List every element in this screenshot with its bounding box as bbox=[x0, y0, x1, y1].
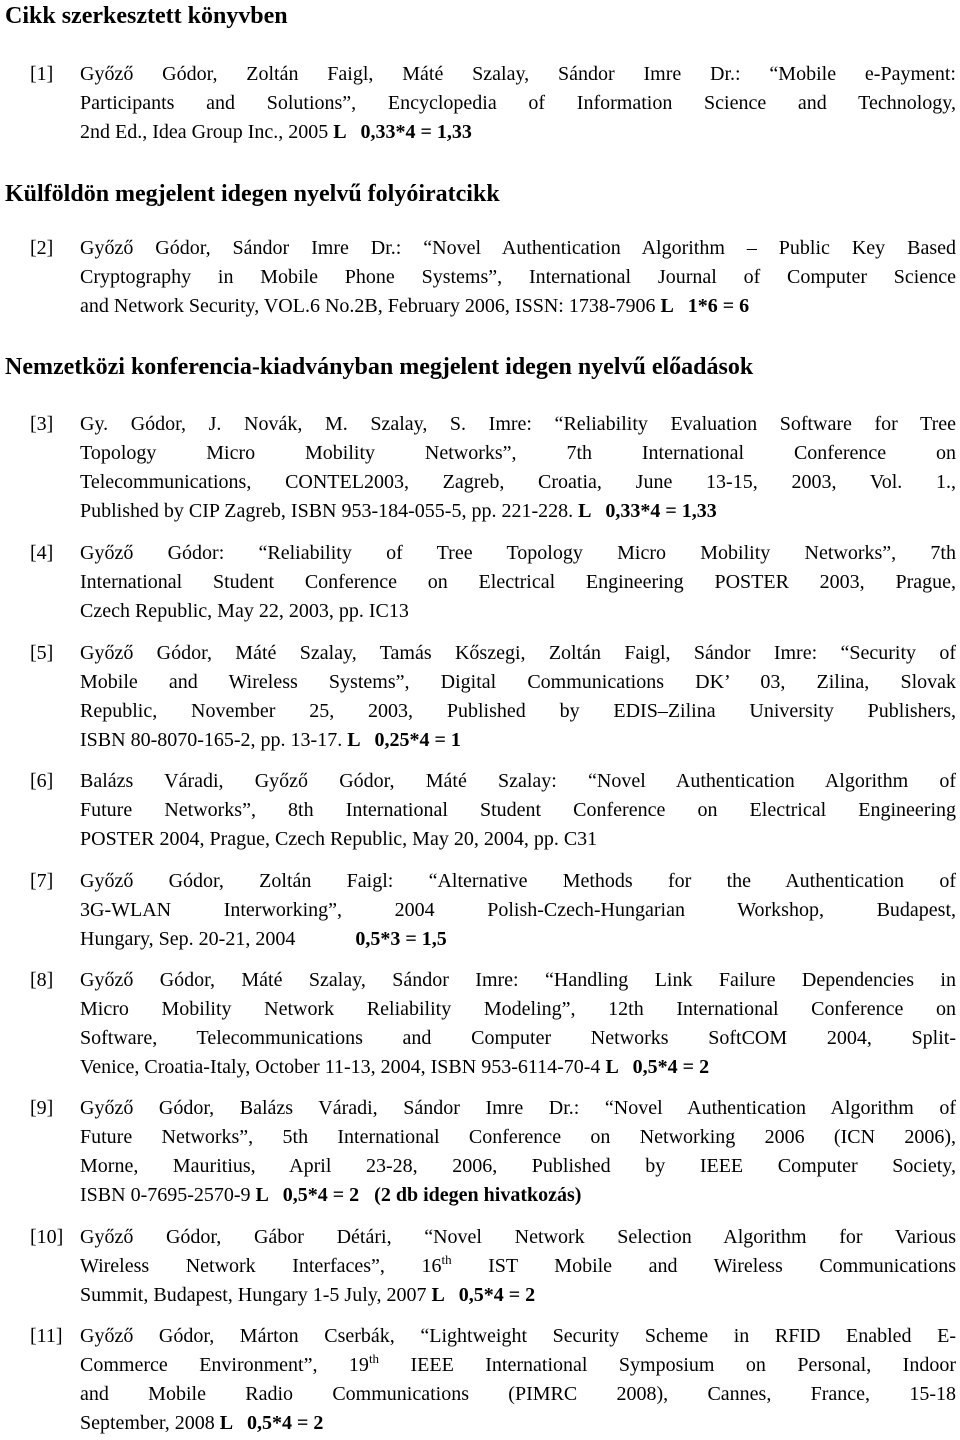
section-heading-intl-conference: Nemzetközi konferencia-kiadványban megjelent idegen nyelvű előadások bbox=[5, 354, 754, 380]
reference-item bbox=[30, 410, 956, 526]
reference-number: [7] bbox=[30, 870, 54, 892]
reference-line bbox=[80, 925, 956, 954]
reference-line bbox=[80, 292, 956, 321]
reference-line: Győző Gódor: “Reliability of Tree Topology Micro Mobility Networks”, 7th bbox=[80, 542, 956, 564]
reference-text-tail: 2nd Ed., Idea Group Inc., 2005 bbox=[80, 121, 329, 143]
reference-item bbox=[30, 867, 956, 954]
reference-line bbox=[80, 1181, 956, 1210]
reference-item bbox=[30, 1322, 956, 1438]
reference-score: L 0,5*4 = 2 bbox=[214, 1412, 324, 1434]
reference-number: [4] bbox=[30, 542, 54, 564]
reference-text bbox=[80, 639, 956, 755]
reference-text-tail: Czech Republic, May 22, 2003, pp. IC13 bbox=[80, 600, 409, 622]
ordinal-suffix: th bbox=[441, 1252, 452, 1267]
reference-score: L 0,33*4 = 1,33 bbox=[573, 500, 717, 522]
reference-line bbox=[80, 497, 956, 526]
section-heading-edited-book: Cikk szerkesztett könyvben bbox=[5, 3, 288, 29]
reference-line: 3G-WLAN Interworking”, 2004 Polish-Czech-Hungarian Workshop, Budapest, bbox=[80, 899, 956, 921]
reference-line: Győző Gódor, Márton Cserbák, “Lightweight Security Scheme in RFID Enabled E- bbox=[80, 1325, 956, 1347]
reference-item bbox=[30, 1223, 956, 1310]
reference-text bbox=[80, 1094, 956, 1210]
reference-text bbox=[80, 539, 956, 626]
reference-number: [2] bbox=[30, 237, 54, 259]
reference-line: Győző Gódor, Balázs Váradi, Sándor Imre Dr.: “Novel Authentication Algorithm of bbox=[80, 1097, 956, 1119]
reference-number: [1] bbox=[30, 63, 54, 85]
reference-line: Software, Telecommunications and Computer Networks SoftCOM 2004, Split- bbox=[80, 1027, 956, 1049]
reference-text-part: IST Mobile and Wireless Communications bbox=[451, 1255, 956, 1277]
reference-item bbox=[30, 539, 956, 626]
reference-number: [11] bbox=[30, 1325, 63, 1347]
reference-text-tail: ISBN 80-8070-165-2, pp. 13-17. bbox=[80, 729, 343, 751]
reference-text bbox=[80, 234, 956, 321]
reference-text bbox=[80, 1322, 956, 1438]
ordinal-suffix: th bbox=[368, 1351, 380, 1366]
reference-score: L 0,33*4 = 1,33 bbox=[328, 121, 472, 143]
reference-line bbox=[80, 1351, 956, 1380]
reference-line bbox=[80, 597, 956, 626]
reference-line bbox=[80, 118, 956, 147]
reference-item bbox=[30, 60, 956, 147]
reference-line: Cryptography in Mobile Phone Systems”, International Journal of Computer Science bbox=[80, 266, 956, 288]
reference-line: Micro Mobility Network Reliability Modeling”, 12th International Conference on bbox=[80, 998, 956, 1020]
reference-text-tail: Summit, Budapest, Hungary 1-5 July, 2007 bbox=[80, 1284, 427, 1306]
reference-line: Győző Gódor, Máté Szalay, Sándor Imre: “Handling Link Failure Dependencies in bbox=[80, 969, 956, 991]
reference-line: Future Networks”, 8th International Student Conference on Electrical Engineering bbox=[80, 799, 956, 821]
reference-number: [3] bbox=[30, 413, 54, 435]
reference-line bbox=[80, 1409, 956, 1438]
reference-score: L 0,25*4 = 1 bbox=[342, 729, 461, 751]
reference-line: Győző Gódor, Sándor Imre Dr.: “Novel Authentication Algorithm – Public Key Based bbox=[80, 237, 956, 259]
reference-line: Győző Gódor, Zoltán Faigl: “Alternative Methods for the Authentication of bbox=[80, 870, 956, 892]
reference-text bbox=[80, 966, 956, 1082]
reference-text bbox=[80, 767, 956, 854]
reference-score: L 1*6 = 6 bbox=[655, 295, 750, 317]
reference-number: [10] bbox=[30, 1226, 64, 1248]
reference-score: L 0,5*4 = 2 bbox=[600, 1056, 710, 1078]
reference-text bbox=[80, 1223, 956, 1310]
reference-line: Győző Gódor, Gábor Détári, “Novel Network Selection Algorithm for Various bbox=[80, 1226, 956, 1248]
reference-text-tail: Published by CIP Zagreb, ISBN 953-184-055-5, pp. 221-228. bbox=[80, 500, 574, 522]
reference-line bbox=[80, 1053, 956, 1082]
reference-number: [8] bbox=[30, 969, 54, 991]
reference-line: Győző Gódor, Máté Szalay, Tamás Kőszegi, Zoltán Faigl, Sándor Imre: “Security of bbox=[80, 642, 956, 664]
reference-line: Balázs Váradi, Győző Gódor, Máté Szalay: “Novel Authentication Algorithm of bbox=[80, 770, 956, 792]
reference-line: and Mobile Radio Communications (PIMRC 2008), Cannes, France, 15-18 bbox=[80, 1383, 956, 1405]
reference-line: Future Networks”, 5th International Conference on Networking 2006 (ICN 2006), bbox=[80, 1126, 956, 1148]
reference-line: Participants and Solutions”, Encyclopedia of Information Science and Technology, bbox=[80, 92, 956, 114]
reference-text-tail: ISBN 0-7695-2570-9 bbox=[80, 1184, 251, 1206]
reference-item bbox=[30, 767, 956, 854]
reference-text-part: Commerce Environment”, 19 bbox=[80, 1354, 369, 1376]
section-heading-foreign-journal: Külföldön megjelent idegen nyelvű folyóiratcikk bbox=[5, 181, 500, 207]
reference-item bbox=[30, 966, 956, 1082]
reference-text-tail: and Network Security, VOL.6 No.2B, February 2006, ISSN: 1738-7906 bbox=[80, 295, 656, 317]
reference-line bbox=[80, 825, 956, 854]
reference-text bbox=[80, 410, 956, 526]
reference-line bbox=[80, 726, 956, 755]
reference-line: Győző Gódor, Zoltán Faigl, Máté Szalay, Sándor Imre Dr.: “Mobile e-Payment: bbox=[80, 63, 956, 85]
reference-text-part: Wireless Network Interfaces”, 16 bbox=[80, 1255, 442, 1277]
reference-item bbox=[30, 234, 956, 321]
reference-text bbox=[80, 60, 956, 147]
reference-text-part: IEEE International Symposium on Personal, Indoor bbox=[379, 1354, 956, 1376]
reference-line: International Student Conference on Electrical Engineering POSTER 2003, Prague, bbox=[80, 571, 956, 593]
reference-text-tail: Venice, Croatia-Italy, October 11-13, 2004, ISBN 953-6114-70-4 bbox=[80, 1056, 601, 1078]
reference-text-tail: September, 2008 bbox=[80, 1412, 215, 1434]
reference-text-tail: Hungary, Sep. 20-21, 2004 bbox=[80, 928, 296, 950]
reference-score: 0,5*3 = 1,5 bbox=[295, 928, 447, 950]
reference-number: [6] bbox=[30, 770, 54, 792]
reference-text bbox=[80, 867, 956, 954]
reference-score: L 0,5*4 = 2 (2 db idegen hivatkozás) bbox=[250, 1184, 582, 1206]
reference-line: Gy. Gódor, J. Novák, M. Szalay, S. Imre: “Reliability Evaluation Software for Tree bbox=[80, 413, 956, 435]
reference-text-tail: POSTER 2004, Prague, Czech Republic, May 20, 2004, pp. C31 bbox=[80, 828, 598, 850]
reference-line bbox=[80, 1281, 956, 1310]
reference-line: Mobile and Wireless Systems”, Digital Communications DK’ 03, Zilina, Slovak bbox=[80, 671, 956, 693]
reference-score: L 0,5*4 = 2 bbox=[426, 1284, 536, 1306]
reference-line: Topology Micro Mobility Networks”, 7th International Conference on bbox=[80, 442, 956, 464]
reference-line: Morne, Mauritius, April 23-28, 2006, Published by IEEE Computer Society, bbox=[80, 1155, 956, 1177]
reference-number: [5] bbox=[30, 642, 54, 664]
reference-line: Republic, November 25, 2003, Published by EDIS–Zilina University Publishers, bbox=[80, 700, 956, 722]
reference-number: [9] bbox=[30, 1097, 54, 1119]
reference-item bbox=[30, 639, 956, 755]
reference-item bbox=[30, 1094, 956, 1210]
reference-line bbox=[80, 1252, 956, 1281]
reference-line: Telecommunications, CONTEL2003, Zagreb, Croatia, June 13-15, 2003, Vol. 1., bbox=[80, 471, 956, 493]
